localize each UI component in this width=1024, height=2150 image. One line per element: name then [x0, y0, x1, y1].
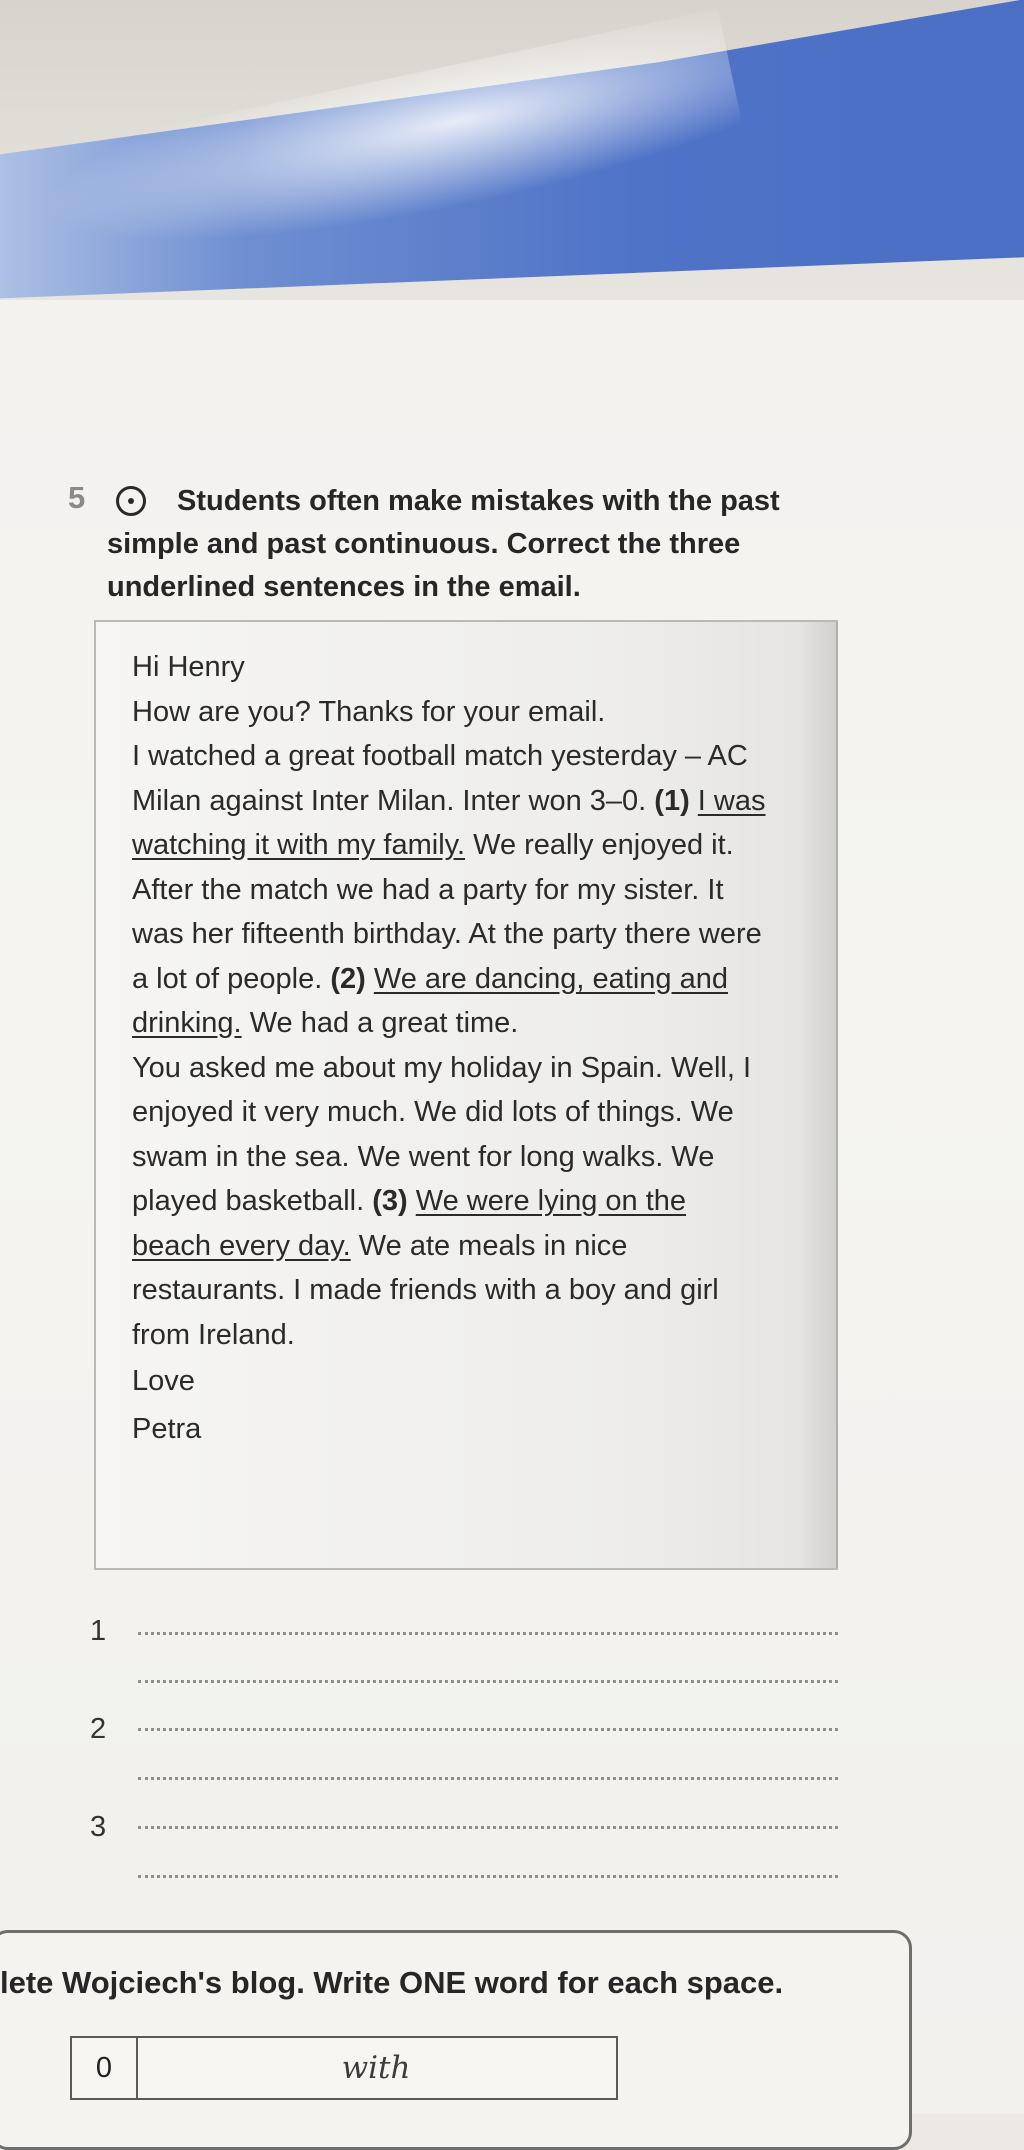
answer-row[interactable]: [80, 1713, 860, 1813]
email-paragraph-4-tail: We ate meals in nice restaurants. I made friends with a boy and girl from Ireland.: [132, 1229, 719, 1351]
email-box-shadow: [798, 622, 838, 1568]
next-exercise-instruction: lete Wojciech's blog. Write ONE word for each space.: [0, 1965, 784, 2000]
answer-line[interactable]: [138, 1777, 838, 1780]
email-paragraph-3: [132, 868, 772, 1046]
answer-line[interactable]: [138, 1632, 838, 1635]
email-paragraph-1: How are you? Thanks for your email.: [132, 695, 606, 728]
email-paragraph-3-tail: We had a great time.: [249, 1007, 519, 1039]
answer-line[interactable]: [138, 1680, 838, 1683]
email-paragraph-2-text: I watched a great football match yesterday – AC Milan against Inter Milan. Inter won 3–0.: [132, 740, 748, 817]
sentence-1-number: (1): [654, 784, 690, 817]
sentence-3-number: (3): [372, 1185, 408, 1217]
answer-line[interactable]: [138, 1875, 838, 1878]
email-signature: Petra: [132, 1412, 202, 1445]
answer-line[interactable]: [138, 1728, 838, 1731]
sentence-2-number: (2): [330, 962, 366, 995]
example-answer: with: [341, 2050, 411, 2086]
exercise-number: 5: [68, 480, 86, 515]
answer-number: 3: [90, 1811, 107, 1843]
example-table: [70, 2036, 618, 2100]
answer-row[interactable]: [80, 1615, 860, 1715]
example-number: 0: [72, 2038, 138, 2098]
answer-number: 1: [90, 1615, 107, 1647]
answer-number: 2: [90, 1713, 107, 1745]
answer-line[interactable]: [138, 1826, 838, 1829]
email-text: [132, 645, 772, 1451]
email-paragraph-4: [132, 1046, 772, 1358]
underlined-sentence-1: I was watching it with my family.: [132, 784, 766, 861]
answer-row[interactable]: [80, 1811, 860, 1911]
exercise-instruction: Students often make mistakes with the past simple and past continuous. Correct the three underlined sentences in the email.: [107, 485, 780, 603]
underlined-sentence-3: We were lying on the beach every day.: [132, 1185, 687, 1262]
email-paragraph-3-text: After the match we had a party for my sister. It was her fifteenth birthday. At the party there were a lot of people.: [132, 873, 762, 995]
email-paragraph-2: [132, 734, 772, 868]
email-signoff: Love: [132, 1365, 195, 1397]
email-paragraph-4-text: You asked me about my holiday in Spain. Well, I enjoyed it very much. We did lots of things. We swam in the sea. We went for long walks. We played basketball.: [132, 1051, 752, 1217]
email-paragraph-2-tail: We really enjoyed it.: [473, 829, 734, 861]
underlined-sentence-2: We are dancing, eating and drinking.: [132, 962, 729, 1039]
email-greeting: Hi Henry: [132, 651, 245, 683]
